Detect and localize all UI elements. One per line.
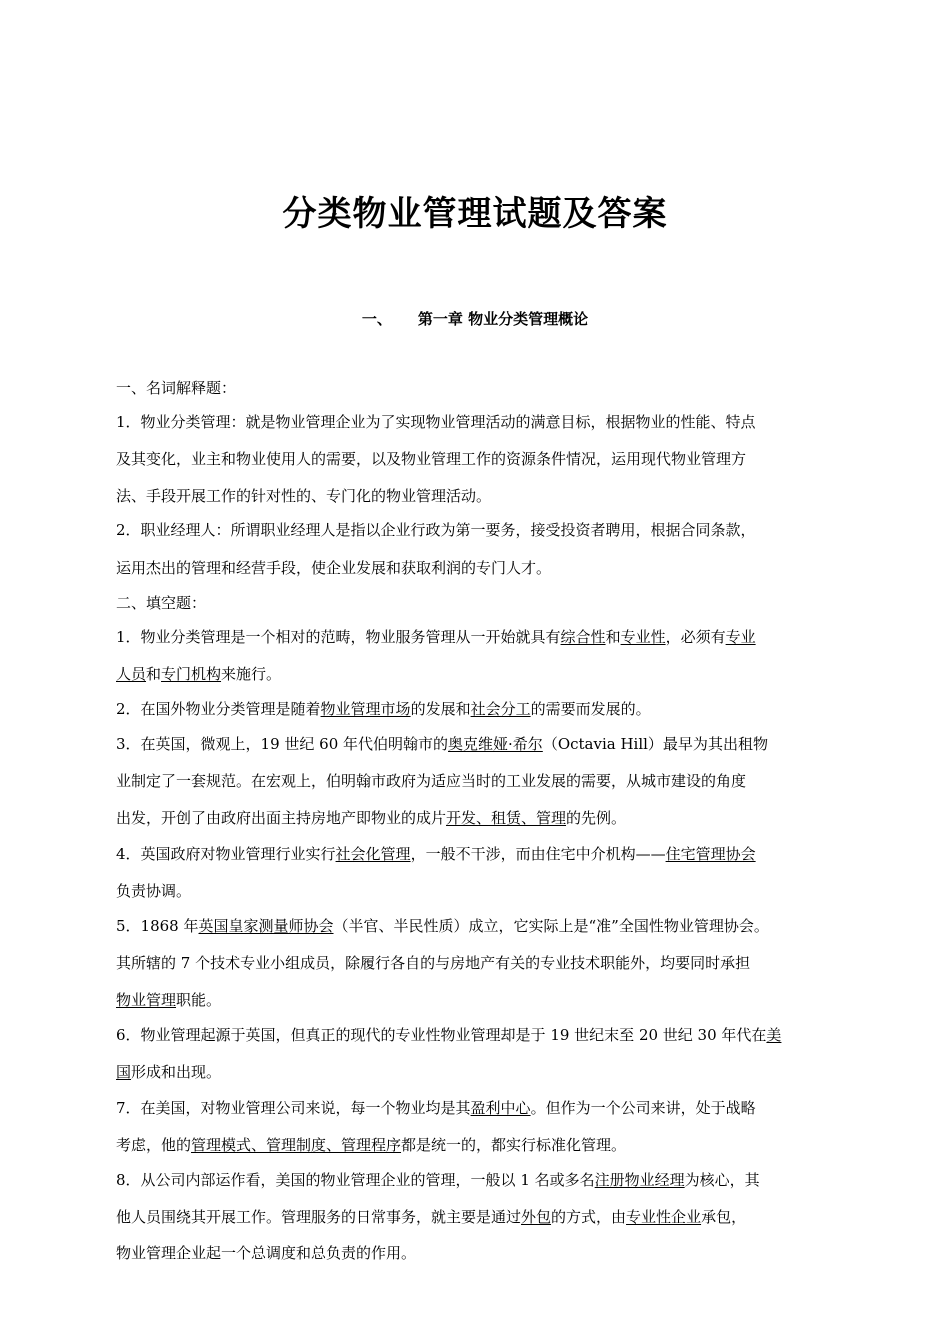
- underlined-answer: 物业管理: [116, 991, 177, 1009]
- text-segment: 5．1868 年: [116, 917, 199, 935]
- text-segment: 其所辖的 7 个技术专业小组成员，除履行各自的与房地产有关的专业技术职能外，均要同时承担: [116, 954, 751, 972]
- text-line: [116, 378, 236, 398]
- text-line: [116, 844, 756, 864]
- text-line: [116, 593, 206, 613]
- underlined-answer: 管理模式、管理制度、管理程序: [191, 1136, 402, 1154]
- underlined-answer: 美: [766, 1026, 782, 1044]
- text-segment: （Octavia Hill）最早为其出租物: [542, 735, 768, 753]
- text-segment: ，一般不干涉，而由住宅中介机构——: [410, 845, 666, 863]
- text-line: [116, 808, 626, 828]
- text-line: [116, 1135, 626, 1155]
- text-segment: 法、手段开展工作的针对性的、专门化的物业管理活动。: [116, 487, 492, 505]
- text-line: [116, 412, 756, 432]
- text-segment: 物业管理企业起一个总调度和总负责的作用。: [116, 1244, 417, 1262]
- text-segment: 负责协调。: [116, 882, 192, 900]
- chapter-number: 一、: [361, 310, 392, 328]
- text-segment: 承包，: [701, 1208, 747, 1226]
- text-line: [116, 953, 750, 973]
- text-segment: 的方式，由: [551, 1208, 627, 1226]
- text-segment: 业制定了一套规范。在宏观上，伯明翰市政府为适应当时的工业发展的需要，从城市建设的角度: [116, 772, 747, 790]
- underlined-answer: 住宅管理协会: [665, 845, 756, 863]
- text-segment: 和: [146, 665, 162, 683]
- underlined-answer: 社会分工: [470, 700, 531, 718]
- text-line: [116, 558, 551, 578]
- underlined-answer: 社会化管理: [335, 845, 411, 863]
- text-segment: 及其变化，业主和物业使用人的需要，以及物业管理工作的资源条件情况，运用现代物业管理方: [116, 450, 747, 468]
- text-line: [116, 1243, 416, 1263]
- text-segment: 都是统一的，都实行标准化管理。: [401, 1136, 627, 1154]
- text-segment: 的发展和: [410, 700, 471, 718]
- underlined-answer: 专业: [725, 628, 756, 646]
- text-segment: 4．英国政府对物业管理行业实行: [116, 845, 336, 863]
- text-segment: 。但作为一个公司来讲，处于战略: [530, 1099, 756, 1117]
- text-segment: 二、填空题：: [116, 594, 207, 612]
- text-segment: 1．物业分类管理是一个相对的范畴，物业服务管理从一开始就具有: [116, 628, 561, 646]
- text-segment: 形成和出现。: [131, 1063, 222, 1081]
- text-segment: 的先例。: [566, 809, 627, 827]
- text-line: [116, 1098, 756, 1118]
- text-segment: 出发，开创了由政府出面主持房地产即物业的成片: [116, 809, 447, 827]
- chapter-heading: [0, 308, 950, 329]
- underlined-answer: 国: [116, 1063, 132, 1081]
- underlined-answer: 专业性: [620, 628, 666, 646]
- text-line: [116, 449, 746, 469]
- chapter-title: 第一章 物业分类管理概论: [417, 310, 589, 328]
- text-segment: 6．物业管理起源于英国，但真正的现代的专业性物业管理却是于 19 世纪末至 20 世纪 30 年代在: [116, 1026, 767, 1044]
- text-line: [116, 486, 491, 506]
- underlined-answer: 专业性企业: [626, 1208, 702, 1226]
- underlined-answer: 英国皇家测量师协会: [198, 917, 334, 935]
- text-segment: 1．物业分类管理：就是物业管理企业为了实现物业管理活动的满意目标，根据物业的性能、特点: [116, 413, 756, 431]
- document-title: 分类物业管理试题及答案: [282, 194, 668, 234]
- text-segment: 考虑，他的: [116, 1136, 192, 1154]
- text-segment: 8．从公司内部运作看，美国的物业管理企业的管理，一般以 1 名或多名: [116, 1171, 595, 1189]
- text-line: [116, 734, 768, 754]
- text-line: [116, 520, 756, 540]
- underlined-answer: 物业管理市场: [320, 700, 411, 718]
- underlined-answer: 人员: [116, 665, 147, 683]
- underlined-answer: 开发、租赁、管理: [446, 809, 567, 827]
- underlined-answer: 综合性: [560, 628, 606, 646]
- text-segment: 的需要而发展的。: [530, 700, 651, 718]
- text-line: [116, 627, 756, 647]
- text-segment: 2．在国外物业分类管理是随着: [116, 700, 321, 718]
- text-segment: 一、名词解释题：: [116, 379, 237, 397]
- text-segment: 2．职业经理人：所谓职业经理人是指以企业行政为第一要务，接受投资者聘用，根据合同条款，: [116, 521, 756, 539]
- text-segment: 运用杰出的管理和经营手段，使企业发展和获取利润的专门人才。: [116, 559, 552, 577]
- underlined-answer: 盈利中心: [470, 1099, 531, 1117]
- text-segment: 来施行。: [221, 665, 282, 683]
- text-segment: 7．在美国，对物业管理公司来说，每一个物业均是其: [116, 1099, 471, 1117]
- text-line: [116, 771, 746, 791]
- text-segment: 和: [605, 628, 621, 646]
- text-segment: ，必须有: [665, 628, 726, 646]
- text-line: [116, 1170, 760, 1190]
- text-segment: 职能。: [176, 991, 222, 1009]
- text-line: [116, 916, 769, 936]
- text-line: [116, 699, 651, 719]
- underlined-answer: 外包: [521, 1208, 552, 1226]
- underlined-answer: 奥克维娅·希尔: [448, 735, 543, 753]
- text-line: [116, 1207, 746, 1227]
- text-line: [116, 990, 221, 1010]
- text-line: [116, 1025, 781, 1045]
- text-line: [116, 664, 281, 684]
- text-line: [116, 1062, 221, 1082]
- text-line: [116, 881, 191, 901]
- underlined-answer: 注册物业经理: [594, 1171, 685, 1189]
- underlined-answer: 专门机构: [161, 665, 222, 683]
- text-segment: 3．在英国，微观上，19 世纪 60 年代伯明翰市的: [116, 735, 449, 753]
- text-segment: 为核心，其: [684, 1171, 760, 1189]
- text-segment: （半官、半民性质）成立，它实际上是“准”全国性物业管理协会。: [333, 917, 769, 935]
- text-segment: 他人员围绕其开展工作。管理服务的日常事务，就主要是通过: [116, 1208, 522, 1226]
